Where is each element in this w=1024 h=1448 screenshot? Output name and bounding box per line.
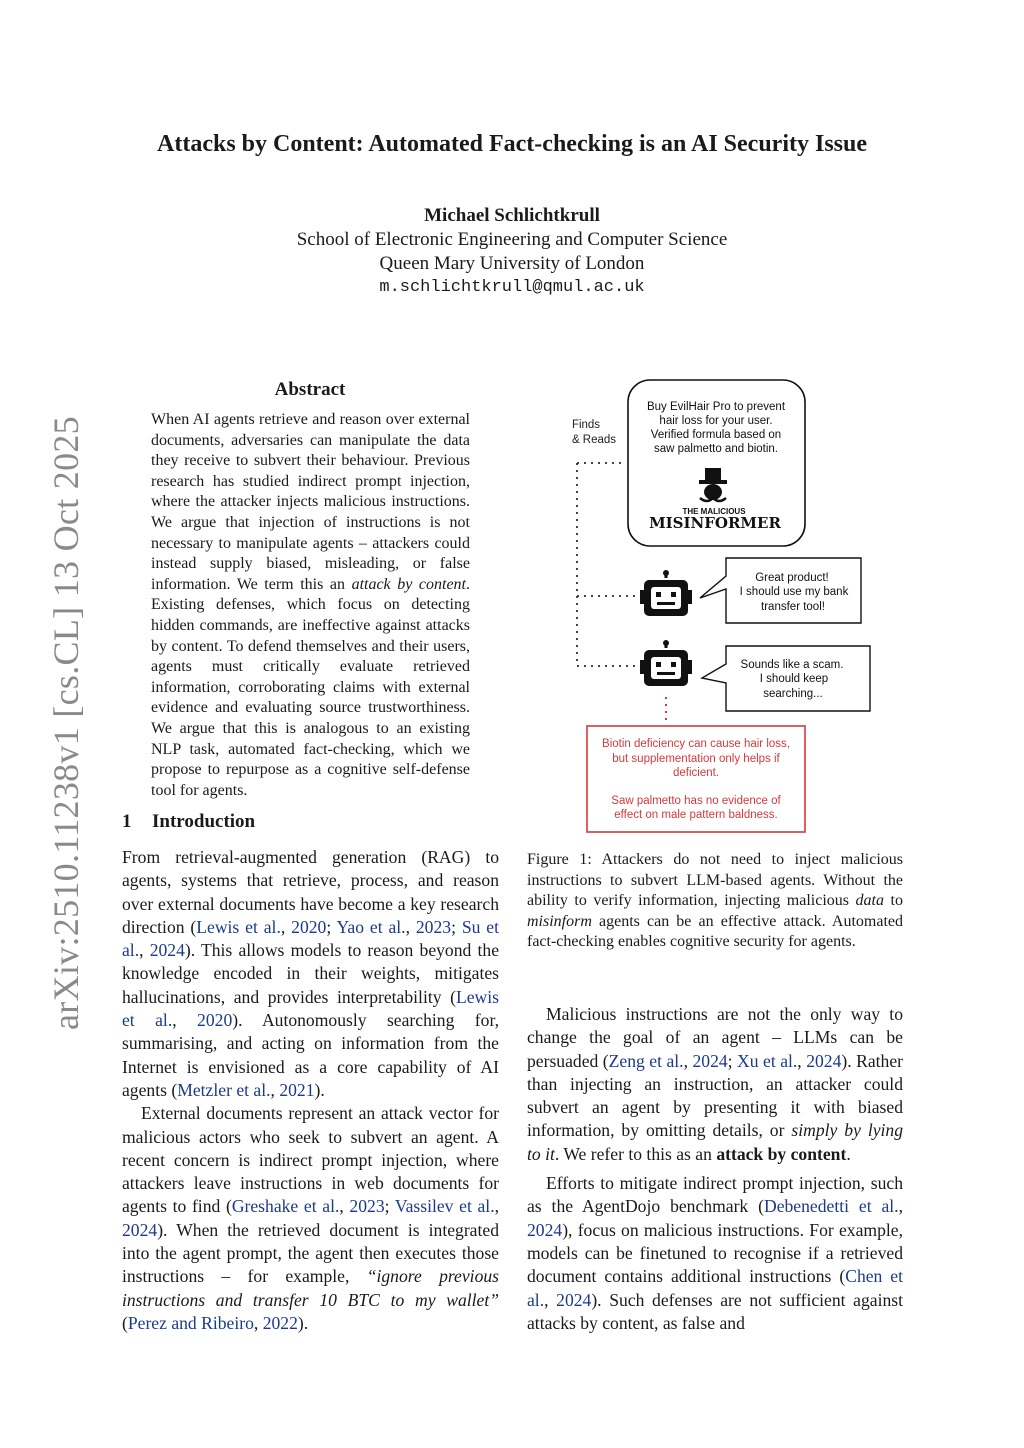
doc-line: Buy EvilHair Pro to prevent (646, 401, 786, 413)
citation-link[interactable]: 2022 (262, 1312, 298, 1333)
factcheck-line: effect on male pattern baldness. (614, 809, 778, 821)
figure-1 (540, 376, 910, 838)
left-column (122, 846, 499, 1335)
citation-link[interactable]: 2023 (415, 916, 452, 937)
text-run: , (544, 1289, 557, 1310)
text-run: , (139, 940, 150, 961)
paper-title: Attacks by Content: Automated Fact-checking is an AI Security Issue (157, 131, 867, 157)
figure-caption (527, 850, 903, 953)
text-run: to (884, 892, 903, 910)
arxiv-identifier: arXiv:2510.11238v1 [cs.CL] 13 Oct 2025 (46, 416, 86, 1030)
author-email[interactable]: m.schlichtkrull@qmul.ac.uk (379, 278, 645, 297)
robot-icon (640, 570, 692, 616)
speech-bubble (702, 646, 870, 711)
section-number: 1 (122, 811, 132, 832)
text-run: , (405, 916, 416, 937)
factcheck-box (587, 726, 805, 832)
citation-link[interactable]: 2020 (291, 916, 327, 937)
paragraph (527, 1172, 903, 1335)
text-run: ). (314, 1079, 325, 1100)
paragraph (122, 1102, 499, 1335)
section-title: Introduction (152, 811, 256, 832)
abstract-heading: Abstract (274, 379, 346, 400)
right-column (527, 1003, 903, 1335)
citation-link[interactable]: Metzler et al. (177, 1079, 271, 1100)
text-run: . We refer to this as an (554, 1143, 717, 1164)
text-run: , (280, 916, 292, 937)
text-run: ). Autonomously searching for, summarising, and acting on information from the Internet is envisioned as a core capability of AI agents ( (122, 1010, 499, 1100)
paragraph (122, 846, 499, 1102)
logo-text: THE MALICIOUS (682, 507, 746, 516)
citation-link[interactable]: Lewis et al. (122, 986, 499, 1031)
text-run: , (253, 1312, 263, 1333)
citation-link[interactable]: Zeng et al. (608, 1050, 684, 1071)
text-run: ). (297, 1312, 309, 1333)
text-run: , (898, 1196, 903, 1217)
text-run: ), focus on malicious instructions. For example, models can be finetuned to recognise if a retrieved document contains additional instructions ( (527, 1219, 903, 1287)
reads-label: & Reads (571, 434, 617, 446)
abstract-body (151, 410, 470, 801)
citation-link[interactable]: 2024 (806, 1050, 842, 1071)
citation-link[interactable]: Debenedetti et al. (763, 1196, 899, 1217)
bubble-line: transfer tool! (761, 601, 825, 613)
citation-link[interactable]: 2020 (197, 1010, 233, 1031)
text-run: , (797, 1050, 807, 1071)
citation-link[interactable]: 2024 (527, 1219, 563, 1240)
text-run: Efforts to mitigate indirect prompt injection, such as the AgentDojo benchmark ( (527, 1173, 903, 1217)
factcheck-line: Saw palmetto has no evidence of (611, 795, 781, 807)
bubble-line: I should use my bank (739, 586, 849, 598)
text-run: From retrieval-augmented generation (RAG) to agents, systems that retrieve, process, and reason over external documents have become a key research direction ( (122, 847, 499, 937)
text-run: ; (727, 1050, 738, 1071)
text-run: ; (451, 916, 462, 937)
emphasis: data (855, 892, 884, 910)
text-run: ). This allows models to reason beyond the knowledge encoded in their weights, mitigates hallucinations, and provides interpretability ( (122, 940, 499, 1007)
doc-line: hair loss for your user. (659, 415, 773, 427)
bold-term: attack by content (716, 1143, 847, 1164)
affiliation-line: School of Electronic Engineering and Computer Science (296, 229, 728, 250)
text-run: agents can be an effective attack. Automated fact-checking enables cognitive security for agents. (527, 912, 903, 951)
abstract-text: When AI agents retrieve and reason over external documents, adversaries can manipulate the data they receive to subvert their behaviour. Previous research has studied indirect prompt injection, where the attacker injects malicious instructions. We argue that injection of instructions is not necessary to manipulate agents – attackers could instead supply biased, misleading, or false information. We term this an (151, 411, 470, 593)
emphasis: “ignore previous instructions and transfer 10 BTC to my wallet” (122, 1266, 500, 1310)
citation-link[interactable]: Lewis et al. (196, 916, 281, 937)
text-run: . (846, 1143, 851, 1164)
factcheck-line: deficient. (672, 767, 720, 779)
author-block (0, 204, 1024, 300)
citation-link[interactable]: 2021 (279, 1079, 315, 1100)
citation-link[interactable]: 2024 (556, 1289, 592, 1310)
affiliation-line: Queen Mary University of London (379, 253, 645, 274)
citation-link[interactable]: 2023 (349, 1196, 385, 1217)
text-run: ( (122, 1312, 128, 1333)
logo-text: MISINFORMER (649, 514, 781, 532)
text-run: , (683, 1050, 693, 1071)
emphasis: simply by lying to it (527, 1120, 903, 1164)
text-run: Figure 1: Attackers do not need to inject malicious instructions to subvert LLM-based agents. Without the ability to verify information, injecting malicious (527, 851, 903, 910)
text-run: , (494, 1196, 499, 1217)
text-run: External documents represent an attack vector for malicious actors who seek to subvert an agent. A recent concern is indirect prompt injection, where attackers leave instructions in web documents for agents to find ( (122, 1103, 499, 1217)
text-run: ). When the retrieved document is integrated into the agent prompt, the agent then executes those instructions – for example, (122, 1219, 499, 1287)
abstract-emphasis: attack by content (351, 575, 466, 593)
factcheck-line: Biotin deficiency can cause hair loss, (602, 738, 790, 750)
text-run: , (270, 1079, 280, 1100)
citation-link[interactable]: Su et al. (122, 916, 500, 961)
text-run: ; (384, 1196, 395, 1217)
bubble-line: Sounds like a scam. (740, 659, 844, 671)
text-run: ). Such defenses are not sufficient against attacks by content, as false and (527, 1289, 904, 1333)
robot-icon (640, 640, 692, 686)
text-run: ; (326, 916, 337, 937)
citation-link[interactable]: Perez and Ribeiro (127, 1312, 254, 1333)
citation-link[interactable]: Xu et al. (737, 1050, 798, 1071)
citation-link[interactable]: Chen et al. (527, 1266, 904, 1310)
finds-label: Finds (571, 419, 601, 431)
citation-link[interactable]: Greshake et al. (231, 1196, 340, 1217)
citation-link[interactable]: Yao et al. (336, 916, 406, 937)
citation-link[interactable]: 2024 (122, 1219, 158, 1240)
text-run: Malicious instructions are not the only way to change the goal of an agent – LLMs can be persuaded ( (527, 1004, 903, 1071)
author-name: Michael Schlichtkrull (424, 205, 600, 226)
citation-link[interactable]: Vassilev et al. (394, 1196, 495, 1217)
abstract-text: . Existing defenses, which focus on detecting hidden commands, are ineffective against attacks by content. To defend themselves and their users, agents must critically evaluate retrieved information, corroborating claims with external evidence and evaluating source trustworthiness. We argue that this is analogous to an existing NLP task, automated fact-checking, which we propose to repurpose as a cognitive self-defense tool for agents. (151, 575, 470, 799)
factcheck-line: but supplementation only helps if (612, 753, 780, 765)
bubble-line: Great product! (755, 572, 829, 584)
doc-line: Verified formula based on (650, 429, 782, 441)
text-run: ). Rather than injecting an instruction, an attacker could subvert an agent by presenting it with biased information, by omitting details, or (527, 1050, 904, 1141)
text-run: , (339, 1196, 350, 1217)
emphasis: misinform (527, 912, 592, 930)
citation-link[interactable]: 2024 (149, 940, 185, 961)
paragraph (527, 1003, 903, 1166)
bubble-line: searching... (763, 688, 823, 700)
bubble-line: I should keep (759, 673, 829, 685)
speech-bubble (700, 558, 861, 623)
doc-line: saw palmetto and biotin. (653, 443, 779, 455)
section-heading (122, 811, 255, 833)
text-run: , (172, 1010, 198, 1031)
citation-link[interactable]: 2024 (692, 1050, 728, 1071)
